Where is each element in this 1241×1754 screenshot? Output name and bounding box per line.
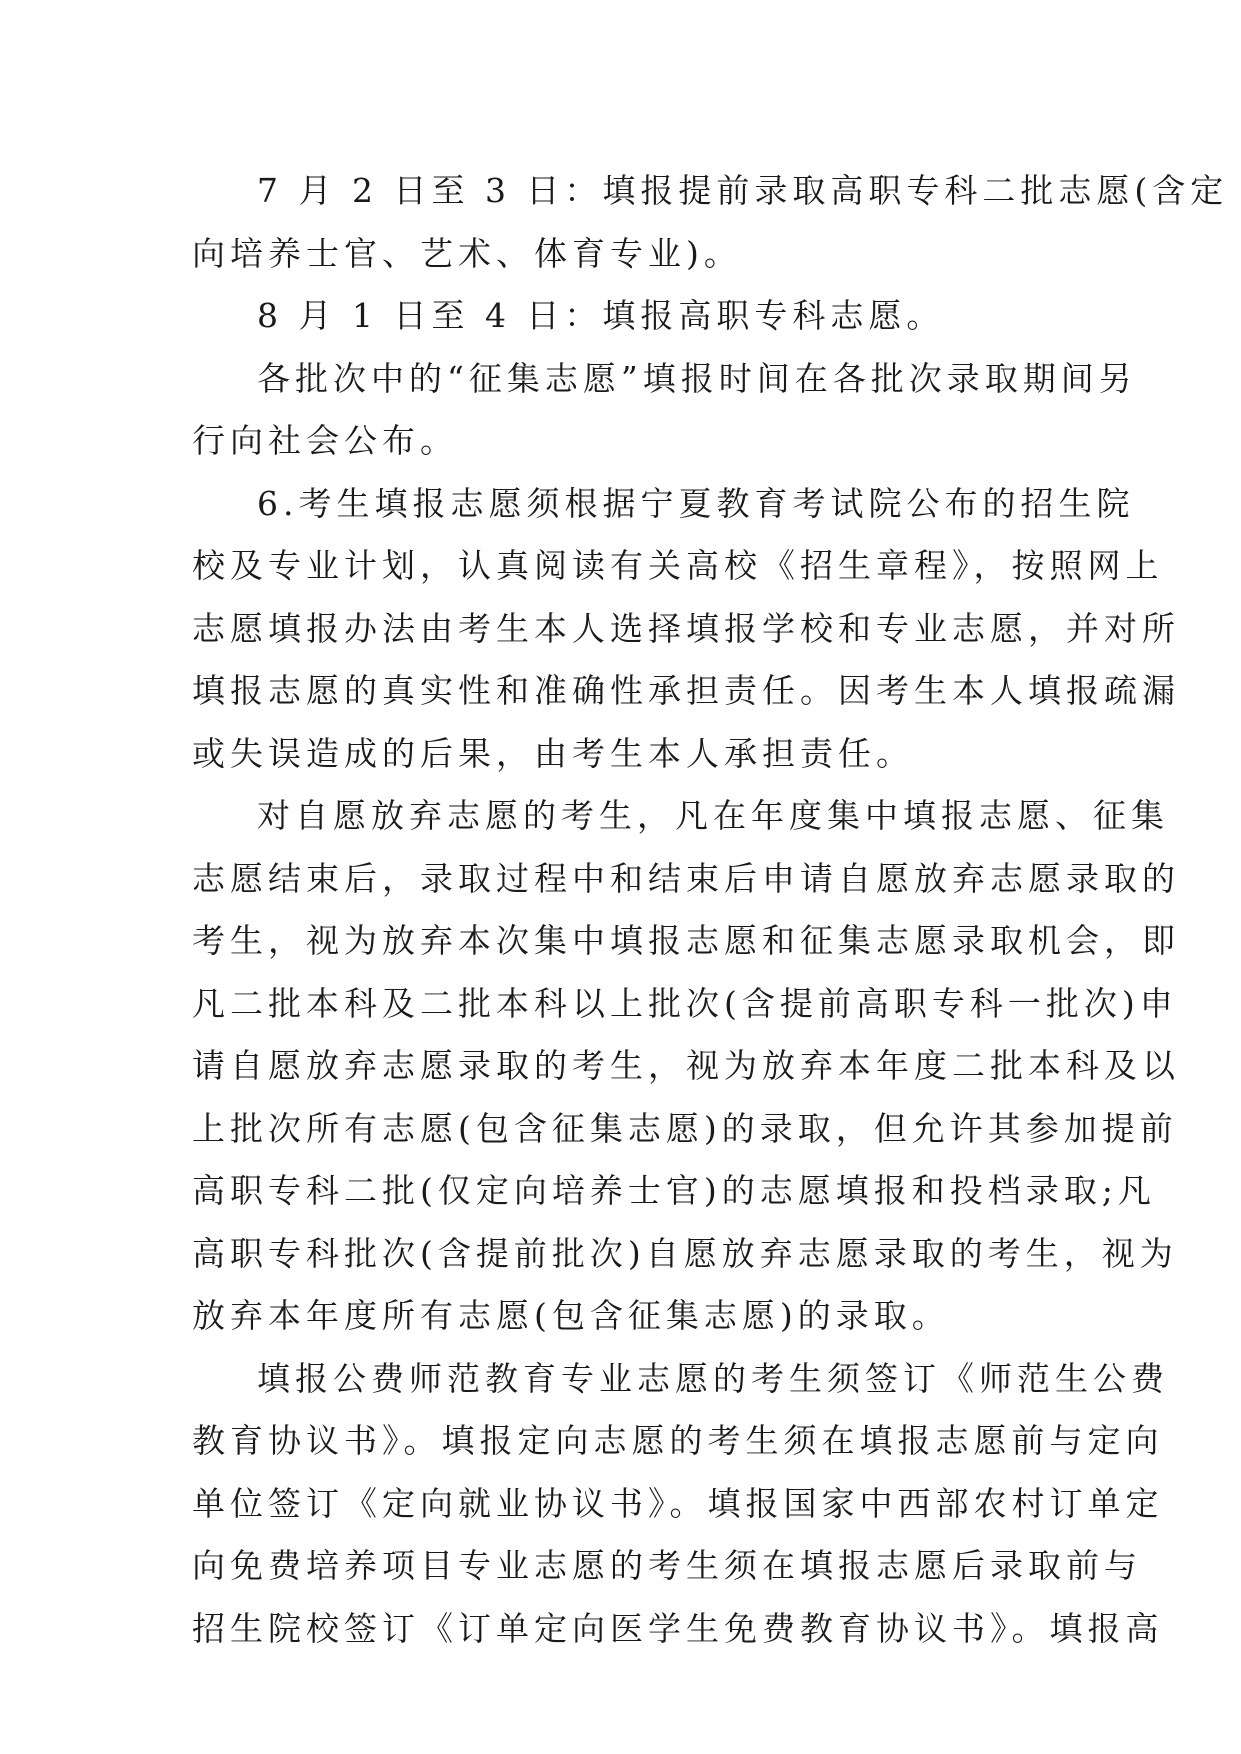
body-text <box>192 160 1229 1660</box>
text-line: 上批次所有志愿(包含征集志愿)的录取，但允许其参加提前 <box>192 1108 1178 1148</box>
text-line: 志愿填报办法由考生本人选择填报学校和专业志愿，并对所 <box>192 608 1180 648</box>
text-line: 行向社会公布。 <box>192 421 458 460</box>
text-line: 放弃本年度所有志愿(包含征集志愿)的录取。 <box>192 1296 950 1335</box>
text-line: 各批次中的“征集志愿”填报时间在各批次录取期间另 <box>257 358 1137 398</box>
text-line: 对自愿放弃志愿的考生，凡在年度集中填报志愿、征集 <box>257 796 1169 835</box>
text-line: 高职专科批次(含提前批次)自愿放弃志愿录取的考生，视为 <box>192 1233 1178 1273</box>
text-line: 向培养士官、艺术、体育专业)。 <box>192 233 742 273</box>
text-line: 考生，视为放弃本次集中填报志愿和征集志愿录取机会，即 <box>192 921 1180 960</box>
text-line: 志愿结束后，录取过程中和结束后申请自愿放弃志愿录取的 <box>192 858 1180 898</box>
text-line: 7 月 2 日至 3 日：填报提前录取高职专科二批志愿(含定 <box>257 171 1229 210</box>
text-line: 6.考生填报志愿须根据宁夏教育考试院公布的招生院 <box>257 483 1135 523</box>
text-line: 填报志愿的真实性和准确性承担责任。因考生本人填报疏漏 <box>192 671 1180 710</box>
text-line: 向免费培养项目专业志愿的考生须在填报志愿后录取前与 <box>192 1546 1142 1585</box>
text-line: 单位签订《定向就业协议书》。填报国家中西部农村订单定 <box>192 1483 1164 1523</box>
text-line: 凡二批本科及二批本科以上批次(含提前高职专科一批次)申 <box>192 983 1178 1023</box>
text-line: 或失误造成的后果，由考生本人承担责任。 <box>192 733 914 773</box>
text-line: 招生院校签订《订单定向医学生免费教育协议书》。填报高 <box>192 1608 1164 1648</box>
text-line: 8 月 1 日至 4 日：填报高职专科志愿。 <box>257 296 945 335</box>
text-line: 填报公费师范教育专业志愿的考生须签订《师范生公费 <box>257 1358 1169 1398</box>
text-line: 教育协议书》。填报定向志愿的考生须在填报志愿前与定向 <box>192 1421 1164 1460</box>
text-line: 请自愿放弃志愿录取的考生，视为放弃本年度二批本科及以 <box>192 1046 1180 1085</box>
text-line: 校及专业计划，认真阅读有关高校《招生章程》，按照网上 <box>192 546 1164 585</box>
text-line: 高职专科二批(仅定向培养士官)的志愿填报和投档录取;凡 <box>192 1171 1156 1210</box>
